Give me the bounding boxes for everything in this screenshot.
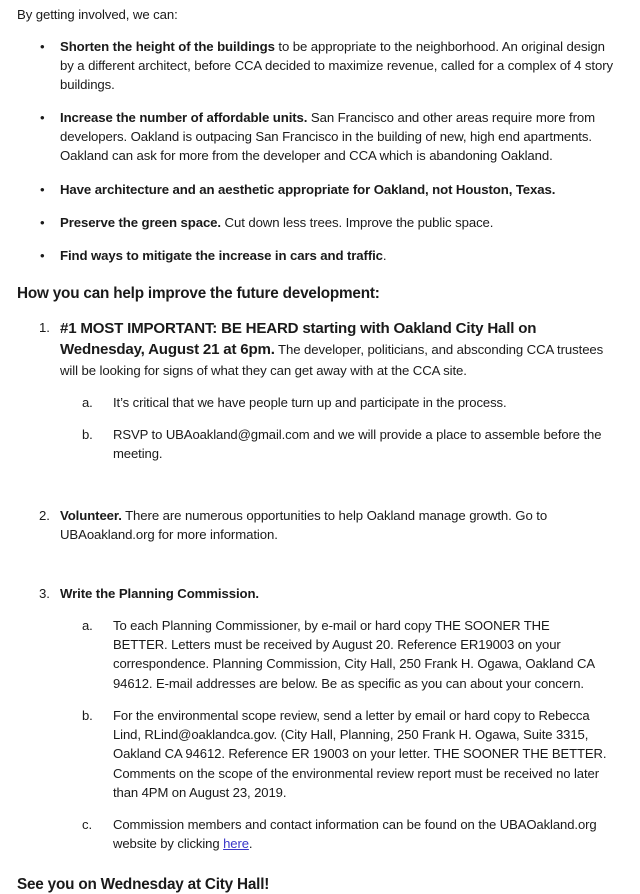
- list-item: [60, 425, 613, 463]
- list-marker: 1.: [39, 319, 50, 335]
- list-item: [17, 108, 625, 165]
- sub-item-text-after-link: .: [248, 836, 253, 852]
- sub-item-text: To each Planning Commissioner, by e-mail or hard copy THE SOONER THE BETTER. Letters must be received by August 20. Reference ER19003 on your correspondence. Planning Commission, City Hall, 250 Frank H. Ogawa, Oakland CA 94612. E-mail addresses are below. Be as specific as you can about your concern.: [113, 617, 595, 691]
- intro-paragraph: By getting involved, we can:: [17, 7, 178, 22]
- list-marker: a.: [82, 617, 93, 633]
- list-marker: 2.: [39, 507, 50, 523]
- bullet-lead-bold: Have architecture and an aesthetic appropriate for Oakland, not Houston, Texas.: [60, 181, 556, 197]
- sub-item-text: It’s critical that we have people turn up and participate in the process.: [113, 394, 507, 410]
- item-body-text: The developer, politicians, and absconding CCA trustees will be looking for signs of what they can get away with at the CCA site.: [60, 342, 604, 378]
- bullet-body-text: to be appropriate to the neighborhood. An original design by a different architect, before CCA decided to maximize revenue, called for a complex of 4 story buildings.: [60, 38, 614, 93]
- list-marker: b.: [82, 707, 93, 723]
- ubaoakland-here-link[interactable]: here: [223, 836, 249, 852]
- list-item: [60, 815, 613, 853]
- list-marker: 3.: [39, 585, 50, 601]
- bullet-lead-bold: Increase the number of affordable units.: [60, 110, 308, 126]
- list-item: [17, 506, 625, 544]
- list-item: [17, 246, 625, 265]
- list-item: [60, 706, 613, 802]
- list-item: [60, 616, 613, 693]
- bullet-marker-icon: •: [40, 214, 45, 230]
- bullet-body-text: Cut down less trees. Improve the public space.: [220, 214, 494, 230]
- item-lead-bold: Volunteer.: [60, 507, 122, 523]
- sub-item-text: For the environmental scope review, send a letter by email or hard copy to Rebecca Lind, RLind@oaklandca.gov. (City Hall, Planning, 250 Frank H. Ogawa, Suite 3315, Oakland CA 94612. Reference ER 19003 on your letter. THE SOONER THE BETTER. Comments on the scope of the environmental review report must be received no later than 4PM on August 23, 2019.: [113, 707, 607, 800]
- item-lead-pre: #1 MOST IMPORTANT:: [60, 319, 222, 337]
- action-steps-list: [17, 318, 625, 854]
- bullet-marker-icon: •: [40, 181, 45, 197]
- paragraph-spacer: [17, 464, 625, 506]
- bullet-body-text: .: [382, 247, 387, 263]
- sub-list: [60, 616, 613, 854]
- benefits-bullet-list: [17, 37, 625, 265]
- sub-item-text-before-link: Commission members and contact information can be found on the UBAOakland.org website by clicking: [113, 817, 597, 852]
- list-item: [60, 393, 613, 412]
- list-item: [17, 318, 625, 464]
- item-lead-bold: Write the Planning Commission.: [60, 585, 259, 601]
- bullet-lead-bold: Preserve the green space.: [60, 214, 221, 230]
- list-marker: a.: [82, 394, 93, 410]
- item-lead-post: starting with Oakland City Hall on Wednesday, August 21 at 6pm.: [60, 319, 537, 359]
- bullet-marker-icon: •: [40, 38, 45, 54]
- sub-list: [60, 393, 613, 464]
- list-item: [17, 213, 625, 232]
- list-marker: c.: [82, 817, 92, 833]
- bullet-body-text: San Francisco and other areas require more from developers. Oakland is outpacing San Francisco in the building of new, high end apartments. Oakland can ask for more from the developer and CCA which is abandoning Oakland.: [60, 110, 596, 164]
- bullet-lead-bold: Shorten the height of the buildings: [60, 38, 275, 54]
- paragraph-spacer: [17, 544, 625, 584]
- section-heading: How you can help improve the future development:: [17, 285, 380, 302]
- list-item: [17, 180, 625, 199]
- list-item: [17, 584, 625, 854]
- item-body-text: There are numerous opportunities to help Oakland manage growth. Go to UBAoakland.org for more information.: [60, 507, 548, 542]
- list-item: [17, 37, 625, 94]
- item-lead-emphasis: BE HEARD: [221, 319, 299, 337]
- sub-item-text: RSVP to UBAoakland@gmail.com and we will provide a place to assemble before the meeting.: [113, 427, 602, 462]
- bullet-marker-icon: •: [40, 110, 45, 126]
- list-marker: b.: [82, 427, 93, 443]
- closing-heading: See you on Wednesday at City Hall!: [17, 875, 270, 893]
- bullet-lead-bold: Find ways to mitigate the increase in cars and traffic: [60, 247, 383, 263]
- bullet-marker-icon: •: [40, 247, 45, 263]
